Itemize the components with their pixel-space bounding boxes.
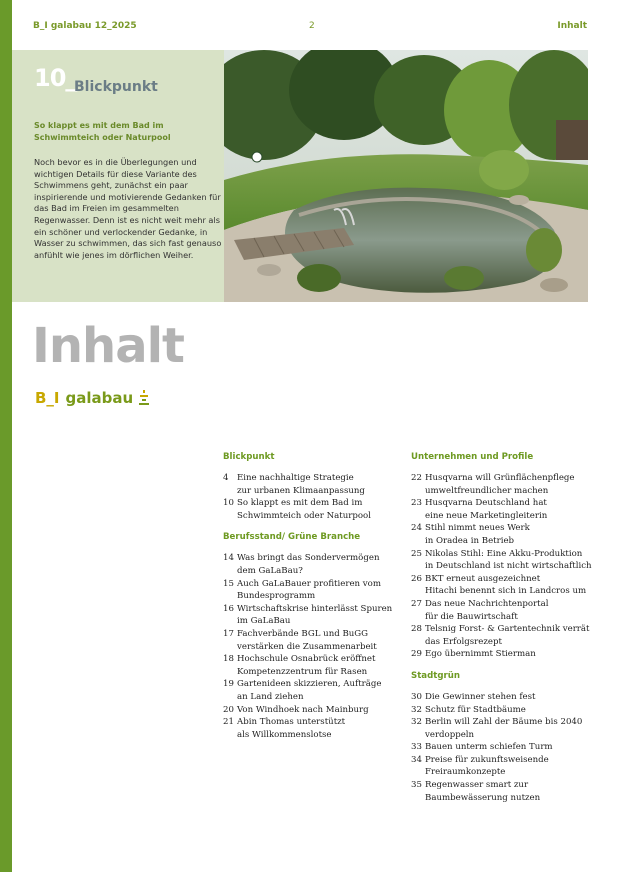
toc-entry[interactable]	[223, 716, 403, 741]
feature-body: Noch bevor es in die Überlegungen und wichtigen Details für diese Variante des Schwimmens geht, zunächst ein paar inspirierende und motivierende Gedanken für das Bad im Freien im gesammelten Regenwasser. Denn ist es nicht weit mehr als ein schöner und verlockender Gedanke, in Wasser zu schwimmen, das sich fast genauso anfühlt wie jenes im dörflichen Weiher.	[34, 157, 222, 260]
toc-entry-title	[237, 578, 403, 603]
toc-page-number: 28	[411, 624, 422, 635]
pond-photo	[224, 50, 588, 302]
toc-entry-line: Freiraumkonzepte	[425, 767, 506, 778]
magazine-issue: B_I galabau 12_2025	[33, 21, 137, 31]
toc-entry-line: Berlin will Zahl der Bäume bis 2040	[425, 717, 583, 728]
toc-entry[interactable]	[411, 598, 596, 623]
toc-page-number: 10	[223, 498, 234, 509]
toc-entry-line: Nikolas Stihl: Eine Akku-Produktion	[425, 548, 583, 559]
toc-entry-title	[425, 754, 596, 779]
toc-entry-title	[237, 716, 403, 741]
toc-entry[interactable]	[411, 741, 596, 754]
toc-entry-title	[237, 628, 403, 653]
toc-page-number: 32	[411, 717, 422, 728]
toc-page-number: 34	[411, 754, 422, 765]
toc-entry-line: Stihl nimmt neues Werk	[425, 523, 530, 534]
toc-entry-line: Auch GaLaBauer profitieren vom	[237, 578, 381, 589]
brand-logo	[35, 389, 149, 407]
toc-entry[interactable]	[223, 653, 403, 678]
toc-entry-title	[425, 779, 596, 804]
toc-entry-line: eine neue Marketingleiterin	[425, 510, 548, 521]
toc-entry[interactable]	[411, 623, 596, 648]
toc-page-number: 24	[411, 523, 422, 534]
toc-page-number: 19	[223, 679, 234, 690]
toc-entry-line: Abin Thomas unterstützt	[237, 717, 346, 728]
toc-entry-title	[237, 653, 403, 678]
toc-entry[interactable]	[223, 678, 403, 703]
toc-page-number: 16	[223, 603, 234, 614]
toc-entry-title	[237, 678, 403, 703]
feature-title: Blickpunkt	[74, 79, 158, 95]
toc-entry-line: So klappt es mit dem Bad im	[237, 498, 363, 509]
toc-entry-title	[425, 548, 596, 573]
toc-entry-line: Fachverbände BGL und BuGG	[237, 628, 369, 639]
toc-entry-line: Hitachi benennt sich in Landcros um	[425, 586, 587, 597]
toc-page-number: 35	[411, 780, 422, 791]
toc-entry-line: Hochschule Osnabrück eröffnet	[237, 654, 376, 665]
toc-entry[interactable]	[411, 691, 596, 704]
toc-entry[interactable]	[411, 472, 596, 497]
toc-entry-line: BKT erneut ausgezeichnet	[425, 573, 541, 584]
toc-page-number: 26	[411, 573, 422, 584]
toc-entry-line: Wirtschaftskrise hinterlässt Spuren	[237, 603, 393, 614]
toc-entry-title	[425, 497, 596, 522]
toc-entry-line: Eine nachhaltige Strategie	[237, 473, 354, 483]
toc-entry-line: Von Windhoek nach Mainburg	[237, 704, 369, 715]
toc-entry[interactable]	[411, 522, 596, 547]
toc-entry-title	[425, 648, 596, 661]
toc-page-number: 33	[411, 742, 422, 753]
toc-page-number: 4	[223, 473, 229, 483]
toc-entry[interactable]	[411, 548, 596, 573]
toc-page-number: 15	[223, 578, 234, 589]
left-accent-bar	[0, 0, 12, 872]
toc-page-number: 32	[411, 704, 422, 715]
toc-entry-title	[425, 704, 596, 717]
toc-entry-title	[425, 598, 596, 623]
toc-entry[interactable]	[223, 603, 403, 628]
feature-subtitle: So klappt es mit dem Bad im Schwimmteich oder Naturpool	[34, 121, 171, 142]
toc-entry-line: als Willkommenslotse	[237, 729, 332, 740]
toc-column-left	[223, 452, 403, 741]
toc-section-heading: Blickpunkt	[223, 452, 275, 462]
toc-entry-line: zur urbanen Klimaanpassung	[237, 485, 365, 496]
toc-entry-line: in Deutschland ist nicht wirtschaftlich	[425, 561, 592, 572]
toc-entry-title	[237, 704, 403, 717]
toc-entry-title	[237, 497, 403, 522]
toc-page-number: 23	[411, 498, 422, 509]
toc-page-number: 17	[223, 628, 234, 639]
toc-entry-line: Schwimmteich oder Naturpool	[237, 510, 371, 521]
toc-entry[interactable]	[411, 716, 596, 741]
toc-page-number: 30	[411, 691, 422, 702]
toc-page-number: 21	[223, 717, 234, 728]
toc-entry-title	[425, 573, 596, 598]
toc-entry-line: Regenwasser smart zur	[425, 780, 529, 791]
toc-entry[interactable]	[411, 573, 596, 598]
toc-entry-line: Bundesprogramm	[237, 591, 316, 602]
page-title: Inhalt	[32, 318, 184, 374]
toc-entry-line: dem GaLaBau?	[237, 565, 303, 576]
toc-entry[interactable]	[411, 704, 596, 717]
toc-entry-title	[425, 691, 596, 704]
toc-entry[interactable]	[223, 578, 403, 603]
toc-page-number: 22	[411, 473, 422, 483]
toc-entry[interactable]	[223, 472, 403, 497]
toc-entry-line: umweltfreundlicher machen	[425, 485, 549, 496]
toc-entry-title	[237, 603, 403, 628]
feature-page-number: 10_	[34, 64, 77, 92]
toc-entry-line: für die Bauwirtschaft	[425, 611, 518, 622]
toc-entry[interactable]	[411, 648, 596, 661]
toc-entry-title	[425, 472, 596, 497]
section-label: Inhalt	[557, 21, 587, 31]
toc-page-number: 25	[411, 548, 422, 559]
toc-section-heading: Stadtgrün	[411, 670, 460, 681]
toc-entry[interactable]	[411, 754, 596, 779]
toc-entry-title	[425, 522, 596, 547]
toc-entry-line: Husqvarna will Grünflächenpflege	[425, 473, 575, 483]
page-number: 2	[309, 21, 315, 31]
toc-entry-line: Das neue Nachrichtenportal	[425, 598, 549, 609]
toc-page-number: 14	[223, 553, 234, 564]
toc-entry-line: Ego übernimmt Stierman	[425, 649, 536, 660]
toc-page-number: 18	[223, 654, 234, 665]
toc-entry[interactable]	[411, 497, 596, 522]
toc-entry-line: das Erfolgsrezept	[425, 636, 502, 647]
toc-page-number: 29	[411, 649, 422, 660]
toc-entry[interactable]	[223, 497, 403, 522]
toc-entry-line: Schutz für Stadtbäume	[425, 704, 526, 715]
toc-entry-line: Die Gewinner stehen fest	[425, 691, 536, 702]
toc-entry-line: Telsnig Forst- & Gartentechnik verrät	[425, 624, 590, 635]
toc-entry-title	[425, 623, 596, 648]
toc-entry-title	[237, 552, 403, 577]
logo-name: galabau	[65, 389, 134, 407]
toc-entry[interactable]	[223, 704, 403, 717]
toc-entry[interactable]	[223, 552, 403, 577]
toc-entry-line: an Land ziehen	[237, 691, 304, 702]
toc-entry-line: Gartenideen skizzieren, Aufträge	[237, 679, 382, 690]
toc-entry[interactable]	[411, 779, 596, 804]
toc-entry-title	[425, 741, 596, 754]
toc-entry-line: verstärken die Zusammenarbeit	[237, 641, 377, 652]
toc-entry-line: Baumbewässerung nutzen	[425, 792, 541, 803]
toc-entry-line: Kompetenzzentrum für Rasen	[237, 666, 368, 677]
toc-entry-title	[425, 716, 596, 741]
toc-entry[interactable]	[223, 628, 403, 653]
toc-entry-line: Husqvarna Deutschland hat	[425, 498, 547, 509]
toc-entry-line: in Oradea in Betrieb	[425, 535, 515, 546]
tree-icon	[139, 390, 149, 406]
feature-box[interactable]	[12, 50, 224, 302]
toc-section-heading: Unternehmen und Profile	[411, 452, 534, 462]
toc-entry-line: Preise für zukunftsweisende	[425, 754, 549, 765]
toc-column-right	[411, 452, 596, 804]
toc-page-number: 27	[411, 598, 422, 609]
toc-entry-line: Was bringt das Sondervermögen	[237, 553, 380, 564]
toc-entry-line: Bauen unterm schiefen Turm	[425, 742, 553, 753]
toc-entry-line: im GaLaBau	[237, 616, 291, 627]
toc-section-heading: Berufsstand/ Grüne Branche	[223, 532, 361, 543]
logo-mark: B_I	[35, 389, 60, 407]
toc-entry-title	[237, 472, 403, 497]
toc-page-number: 20	[223, 704, 234, 715]
toc-entry-line: verdoppeln	[425, 729, 475, 740]
